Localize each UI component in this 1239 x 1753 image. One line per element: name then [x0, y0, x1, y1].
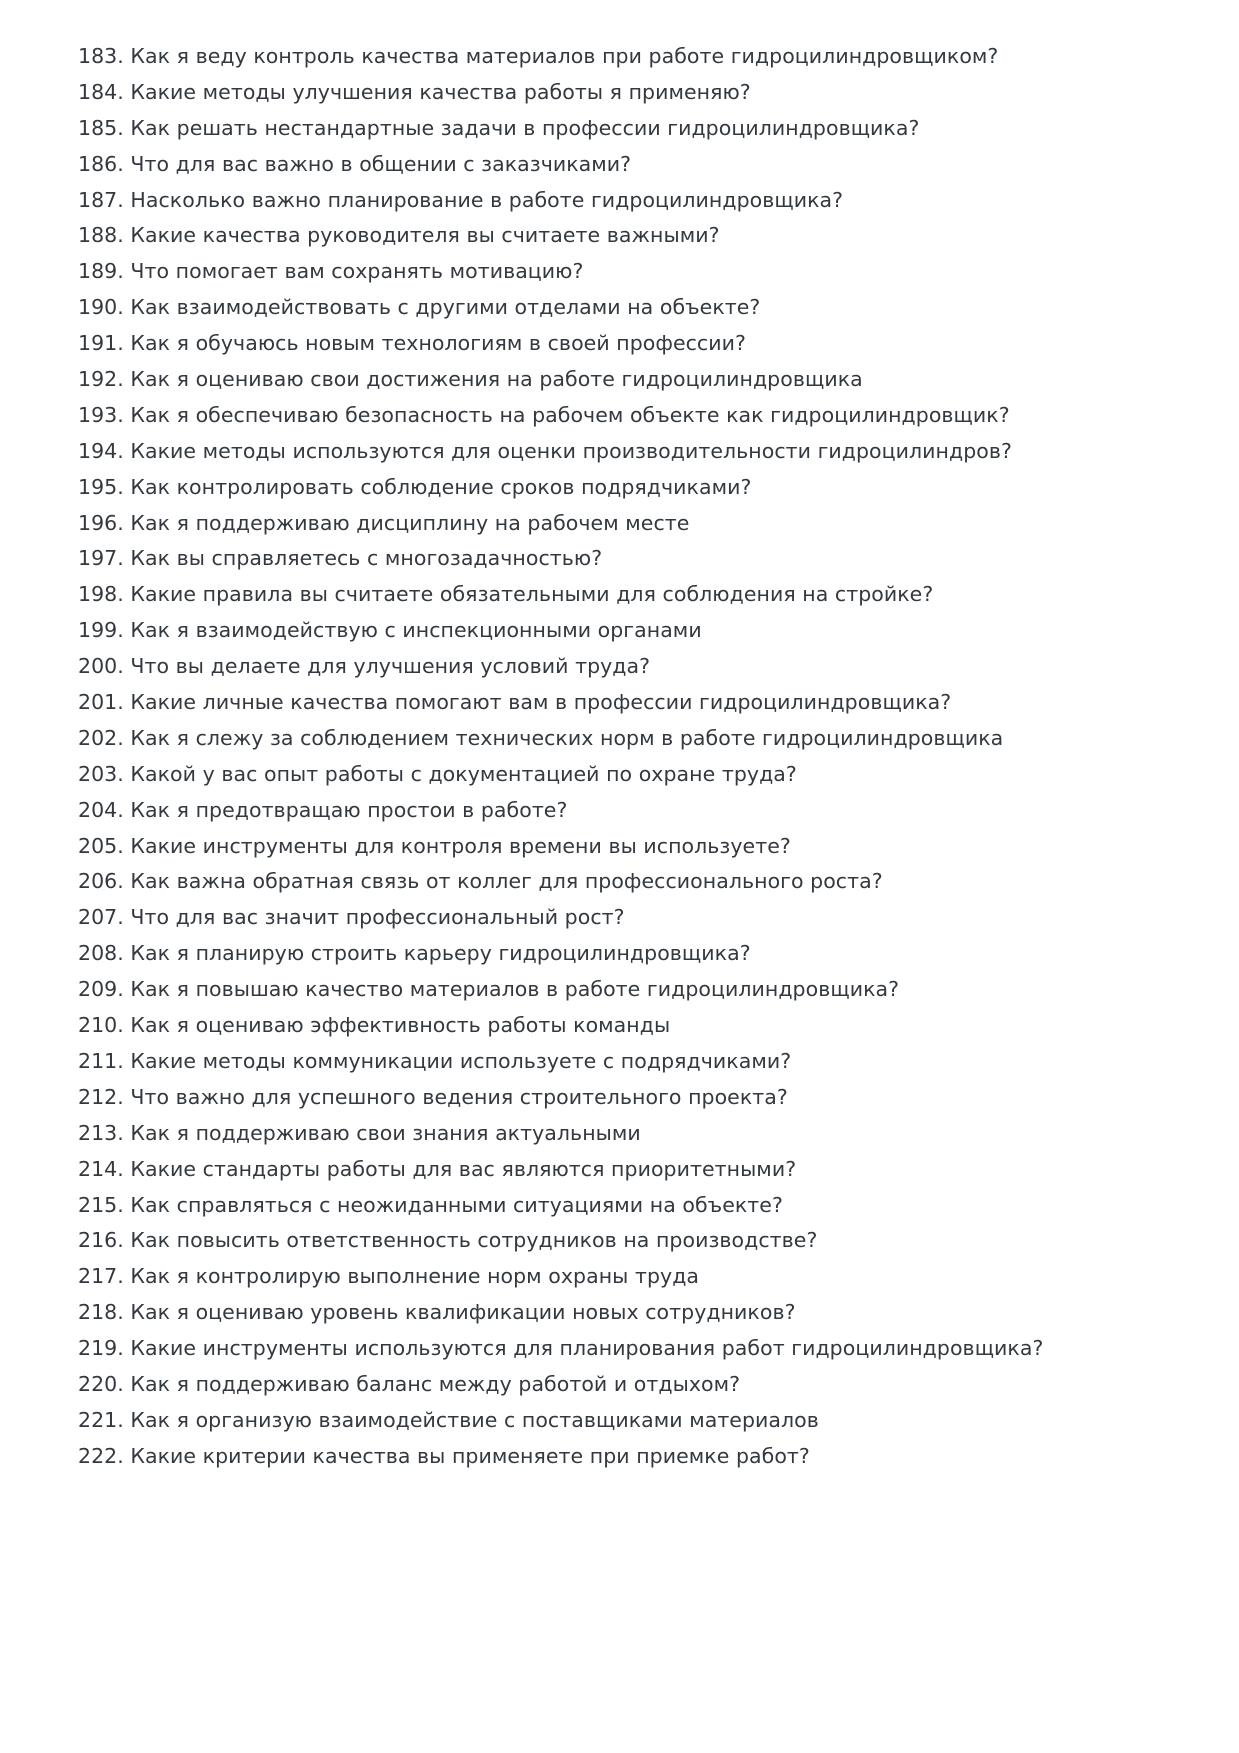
list-item: 199. Как я взаимодействую с инспекционными органами: [78, 618, 702, 643]
list-item: 210. Как я оцениваю эффективность работы команды: [78, 1013, 671, 1038]
list-item: 183. Как я веду контроль качества материалов при работе гидроцилиндровщиком?: [78, 44, 999, 68]
list-item: 209. Как я повышаю качество материалов в работе гидроцилиндровщика?: [78, 977, 900, 1002]
list-item: 215. Как справляться с неожиданными ситуациями на объекте?: [78, 1192, 783, 1217]
list-item: 211. Какие методы коммуникации используете с подрядчиками?: [78, 1048, 792, 1073]
list-item: 220. Как я поддерживаю баланс между работой и отдыхом?: [78, 1371, 741, 1396]
list-item: 191. Как я обучаюсь новым технологиям в своей профессии?: [78, 331, 746, 356]
list-item: 203. Какой у вас опыт работы с документацией по охране труда?: [78, 761, 797, 786]
list-item: 219. Какие инструменты используются для планирования работ гидроцилиндровщика?: [78, 1336, 1044, 1361]
list-item: 212. Что важно для успешного ведения строительного проекта?: [78, 1084, 788, 1109]
list-item: 196. Как я поддерживаю дисциплину на рабочем месте: [78, 510, 690, 535]
list-item: 187. Насколько важно планирование в работе гидроцилиндровщика?: [78, 187, 844, 212]
list-item: 213. Как я поддерживаю свои знания актуальными: [78, 1120, 641, 1145]
list-item: 193. Как я обеспечиваю безопасность на рабочем объекте как гидроцилиндровщик?: [78, 402, 1010, 427]
list-item: 185. Как решать нестандартные задачи в профессии гидроцилиндровщика?: [78, 115, 920, 140]
list-item: 201. Какие личные качества помогают вам в профессии гидроцилиндровщика?: [78, 690, 952, 715]
list-item: 206. Как важна обратная связь от коллег для профессионального роста?: [78, 869, 883, 894]
list-item: 188. Какие качества руководителя вы считаете важными?: [78, 223, 720, 248]
list-item: 222. Какие критерии качества вы применяете при приемке работ?: [78, 1443, 810, 1468]
list-item: 200. Что вы делаете для улучшения условий труда?: [78, 654, 651, 679]
list-item: 189. Что помогает вам сохранять мотивацию?: [78, 259, 584, 284]
list-item: 205. Какие инструменты для контроля времени вы используете?: [78, 833, 791, 858]
question-list: [78, 46, 1161, 1466]
list-item: 197. Как вы справляетесь с многозадачностью?: [78, 546, 603, 571]
list-item: 207. Что для вас значит профессиональный рост?: [78, 905, 625, 930]
list-item: 216. Как повысить ответственность сотрудников на производстве?: [78, 1228, 818, 1253]
list-item: 195. Как контролировать соблюдение сроков подрядчиками?: [78, 474, 752, 499]
list-item: 217. Как я контролирую выполнение норм охраны труда: [78, 1264, 700, 1289]
list-item: 208. Как я планирую строить карьеру гидроцилиндровщика?: [78, 941, 751, 966]
list-item: 186. Что для вас важно в общении с заказчиками?: [78, 151, 632, 176]
list-item: 198. Какие правила вы считаете обязательными для соблюдения на стройке?: [78, 582, 934, 607]
list-item: 218. Как я оцениваю уровень квалификации новых сотрудников?: [78, 1300, 796, 1325]
list-item: 214. Какие стандарты работы для вас являются приоритетными?: [78, 1156, 797, 1181]
list-item: 194. Какие методы используются для оценки производительности гидроцилиндров?: [78, 438, 1012, 463]
list-item: 202. Как я слежу за соблюдением технических норм в работе гидроцилиндровщика: [78, 725, 1004, 750]
list-item: 192. Как я оцениваю свои достижения на работе гидроцилиндровщика: [78, 367, 863, 392]
list-item: 221. Как я организую взаимодействие с поставщиками материалов: [78, 1407, 819, 1432]
list-item: 204. Как я предотвращаю простои в работе?: [78, 797, 568, 822]
list-item: 190. Как взаимодействовать с другими отделами на объекте?: [78, 295, 761, 320]
list-item: 184. Какие методы улучшения качества работы я применяю?: [78, 79, 751, 104]
